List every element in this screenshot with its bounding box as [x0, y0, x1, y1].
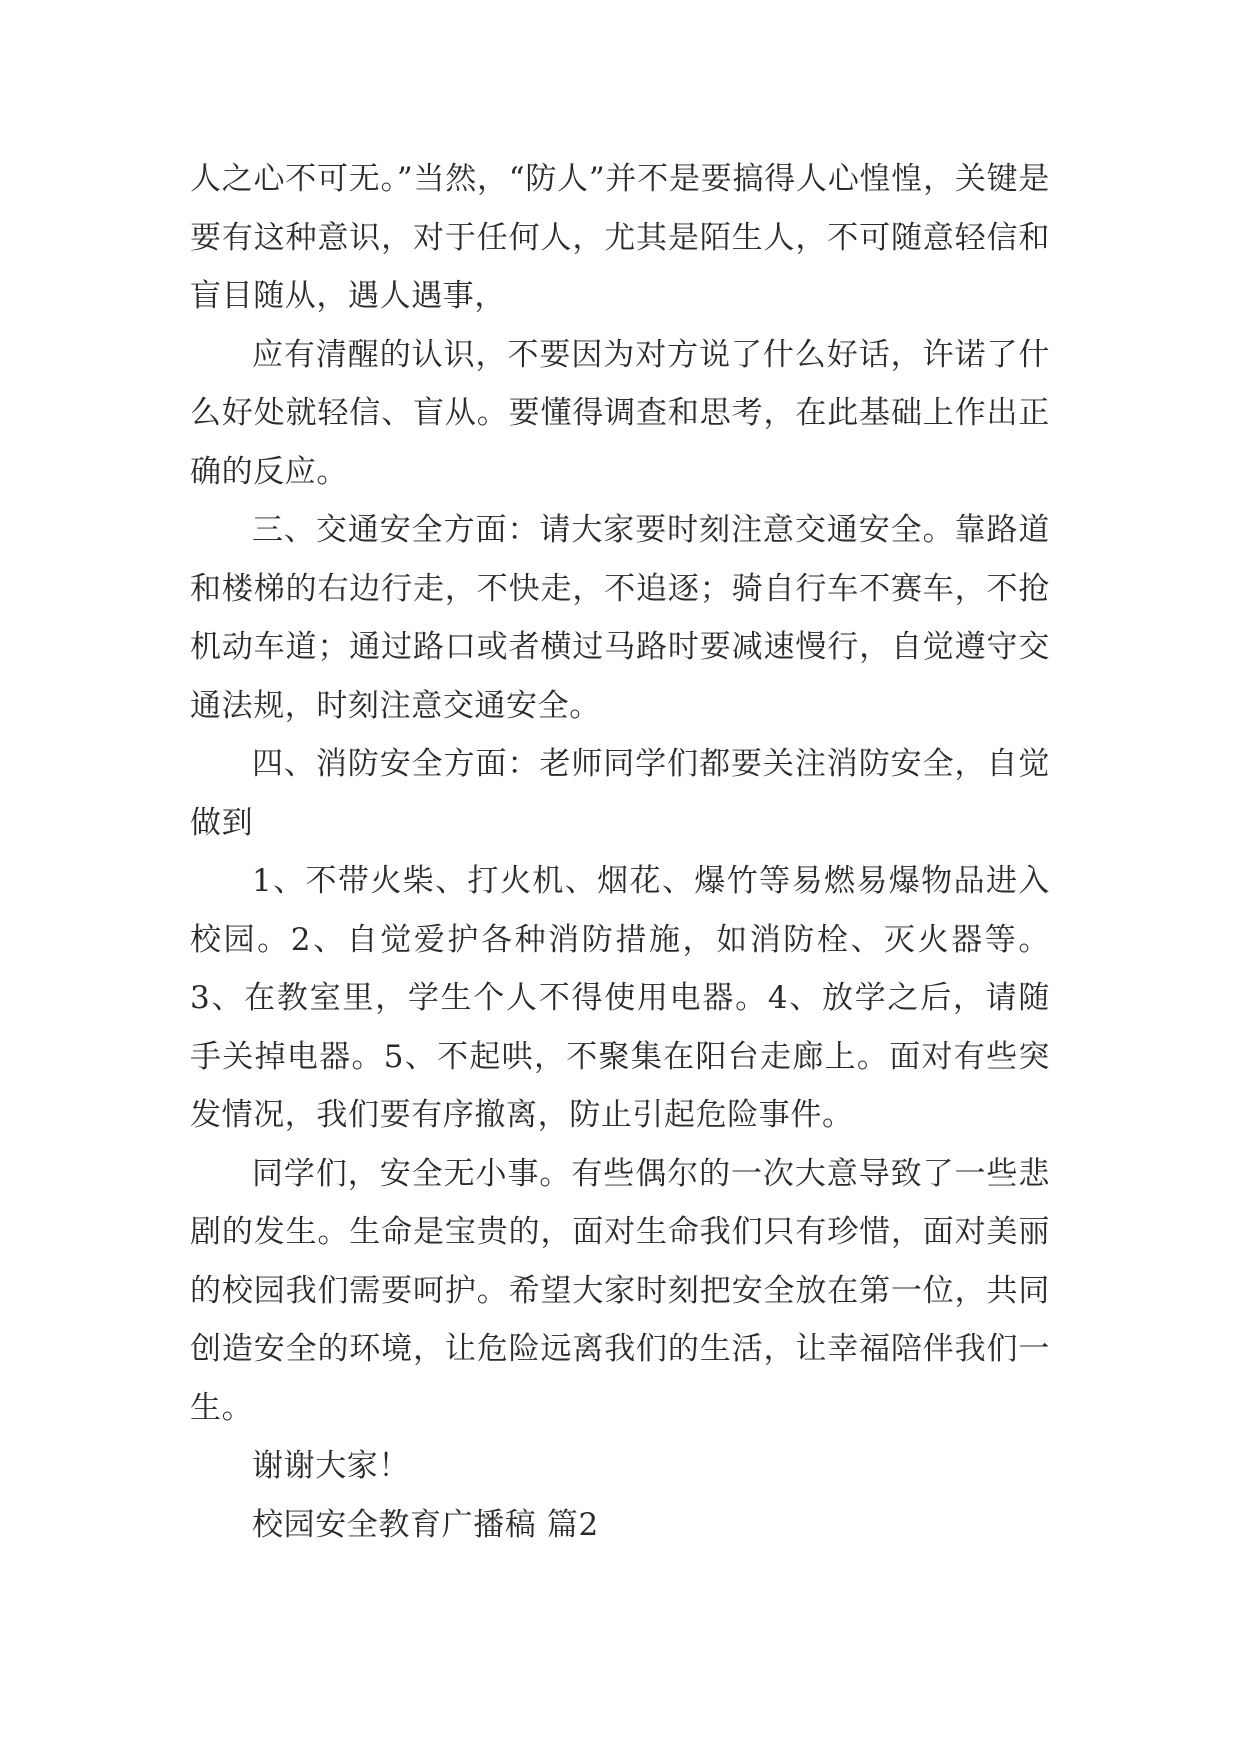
document-body — [190, 150, 1050, 1554]
paragraph-5: 1、不带火柴、打火机、烟花、爆竹等易燃易爆物品进入校园。2、自觉爱护各种消防措施，如消防栓、灭火器等。3、在教室里，学生个人不得使用电器。4、放学之后，请随手关掉电器。5、不起哄，不聚集在阳台走廊上。面对有些突发情况，我们要有序撤离，防止引起危险事件。 — [190, 863, 1050, 1133]
paragraph-4: 四、消防安全方面：老师同学们都要关注消防安全，自觉做到 — [190, 746, 1050, 841]
section-heading: 校园安全教育广播稿 篇2 — [252, 1506, 599, 1543]
paragraph-3: 三、交通安全方面：请大家要时刻注意交通安全。靠路道和楼梯的右边行走，不快走，不追逐；骑自行车不赛车，不抢机动车道；通过路口或者横过马路时要减速慢行，自觉遵守交通法规，时刻注意交通安全。 — [190, 512, 1050, 724]
paragraph-2: 应有清醒的认识，不要因为对方说了什么好话，许诺了什么好处就轻信、盲从。要懂得调查和思考，在此基础上作出正确的反应。 — [190, 336, 1050, 490]
paragraph-6: 同学们，安全无小事。有些偶尔的一次大意导致了一些悲剧的发生。生命是宝贵的，面对生命我们只有珍惜，面对美丽的校园我们需要呵护。希望大家时刻把安全放在第一位，共同创造安全的环境，让危险远离我们的生活，让幸福陪伴我们一生。 — [190, 1155, 1050, 1426]
paragraph-1: 人之心不可无。”当然，“防人”并不是要搞得人心惶惶，关键是要有这种意识，对于任何人，尤其是陌生人，不可随意轻信和盲目随从，遇人遇事， — [190, 161, 1050, 314]
closing-line: 谢谢大家！ — [252, 1448, 410, 1484]
